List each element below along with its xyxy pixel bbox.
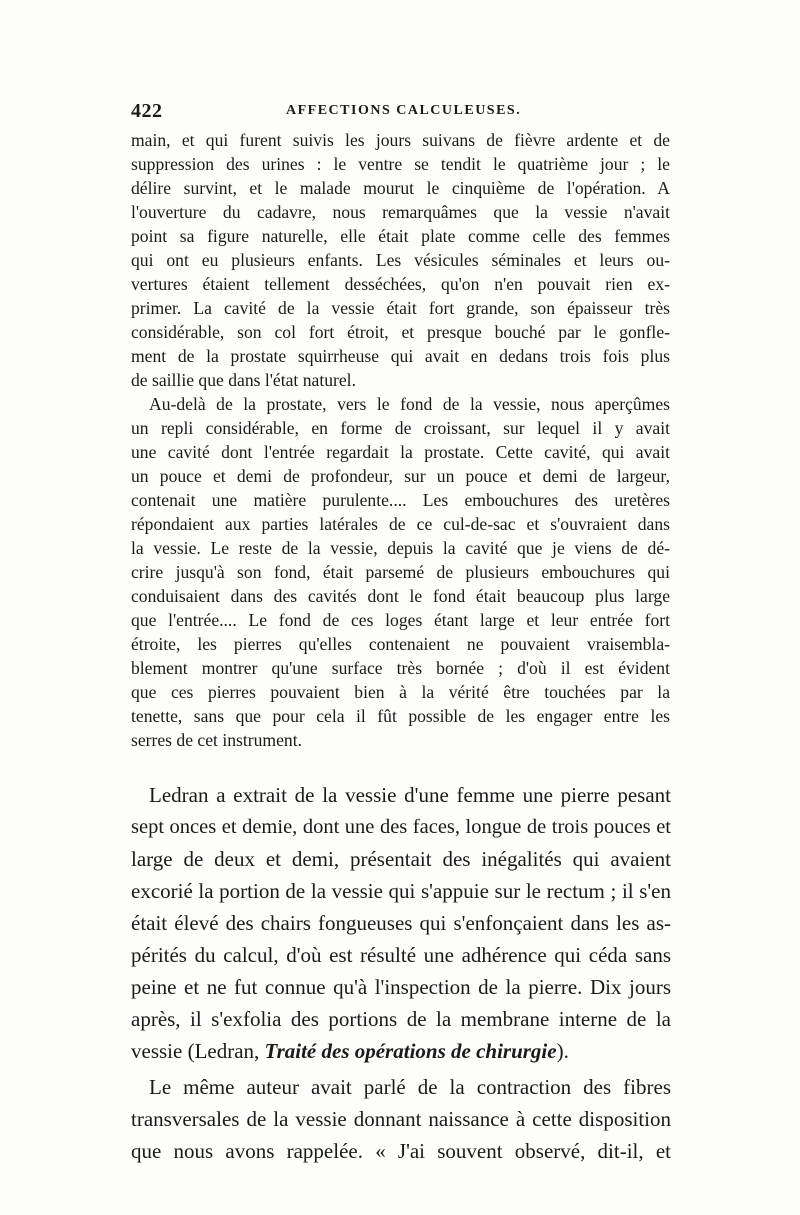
- text-line: peine et ne fut connue qu'à l'inspection de la pierre. Dix jours: [131, 975, 671, 999]
- text-line: considérable, son col fort étroit, et presque bouché par le gonfle-: [131, 322, 670, 342]
- text-line: pérités du calcul, d'où est résulté une adhérence qui céda sans: [131, 943, 671, 967]
- text-line: ment de la prostate squirrheuse qui avait en dedans trois fois plus: [131, 346, 670, 366]
- text-line: sept onces et demie, dont une des faces, longue de trois pouces et: [131, 816, 671, 838]
- text-line: suppression des urines : le ventre se tendit le quatrième jour ; le: [131, 154, 670, 174]
- text-line: serres de cet instrument.: [131, 730, 302, 750]
- text-line: transversales de la vessie donnant naissance à cette disposition: [131, 1107, 671, 1131]
- text-line-citation: [131, 1036, 671, 1066]
- text-line: répondaient aux parties latérales de ce cul-de-sac et s'ouvraient dans: [131, 514, 670, 534]
- text-line: après, il s'exfolia des portions de la membrane interne de la: [131, 1007, 671, 1031]
- text-line: que nous avons rappelée. « J'ai souvent observé, dit-il, et: [131, 1139, 671, 1163]
- citation-title: Traité des opérations de chirurgie: [264, 1039, 557, 1063]
- text-line: la vessie. Le reste de la vessie, depuis la cavité que je viens de dé-: [131, 538, 670, 558]
- text-line: main, et qui furent suivis les jours suivans de fièvre ardente et de: [131, 130, 670, 150]
- text-line: que ces pierres pouvaient bien à la vérité être touchées par la: [131, 682, 670, 702]
- text-line: Au-delà de la prostate, vers le fond de la vessie, nous aperçûmes: [149, 394, 670, 414]
- text-line: était élevé des chairs fongueuses qui s'enfonçaient dans les as-: [131, 911, 671, 935]
- text-line: délire survint, et le malade mourut le cinquième de l'opération. A: [131, 178, 670, 198]
- text-line: Le même auteur avait parlé de la contraction des fibres: [149, 1075, 671, 1099]
- text-line: que l'entrée.... Le fond de ces loges étant large et leur entrée fort: [131, 610, 670, 630]
- text-line: conduisaient dans des cavités dont le fond était beaucoup plus large: [131, 586, 670, 606]
- text-line: de saillie que dans l'état naturel.: [131, 370, 356, 390]
- text-line: tenette, sans que pour cela il fût possible de les engager entre les: [131, 706, 670, 726]
- text-line: l'ouverture du cadavre, nous remarquâmes que la vessie n'avait: [131, 202, 670, 222]
- running-title: AFFECTIONS CALCULEUSES.: [286, 103, 522, 118]
- text-line: étroite, les pierres qu'elles contenaient ne pouvaient vraisembla-: [131, 634, 670, 654]
- citation-prefix: vessie (Ledran,: [131, 1039, 265, 1063]
- text-line: qui ont eu plusieurs enfants. Les vésicules séminales et leurs ou-: [131, 250, 670, 270]
- text-line: primer. La cavité de la vessie était fort grande, son épaisseur très: [131, 298, 670, 318]
- page-number: 422: [131, 100, 163, 122]
- text-line: excorié la portion de la vessie qui s'appuie sur le rectum ; il s'en: [131, 879, 671, 903]
- text-line: crire jusqu'à son fond, était parsemé de plusieurs embouchures qui: [131, 562, 670, 582]
- text-line: un repli considérable, en forme de croissant, sur lequel il y avait: [131, 418, 670, 438]
- citation-suffix: ).: [556, 1039, 569, 1063]
- text-line: Ledran a extrait de la vessie d'une femme une pierre pesant: [149, 783, 671, 807]
- text-line: contenait une matière purulente.... Les embouchures des uretères: [131, 490, 670, 510]
- page-header: [131, 100, 671, 124]
- text-line: une cavité dont l'entrée regardait la prostate. Cette cavité, qui avait: [131, 442, 670, 462]
- text-line: point sa figure naturelle, elle était plate comme celle des femmes: [131, 226, 670, 246]
- text-line: vertures étaient tellement desséchées, qu'on n'en pouvait rien ex-: [131, 274, 670, 294]
- text-line: un pouce et demi de profondeur, sur un pouce et demi de largeur,: [131, 466, 670, 486]
- text-line: blement montrer qu'une surface très bornée ; d'où il est évident: [131, 658, 670, 678]
- text-line: large de deux et demi, présentait des inégalités qui avaient: [131, 847, 671, 871]
